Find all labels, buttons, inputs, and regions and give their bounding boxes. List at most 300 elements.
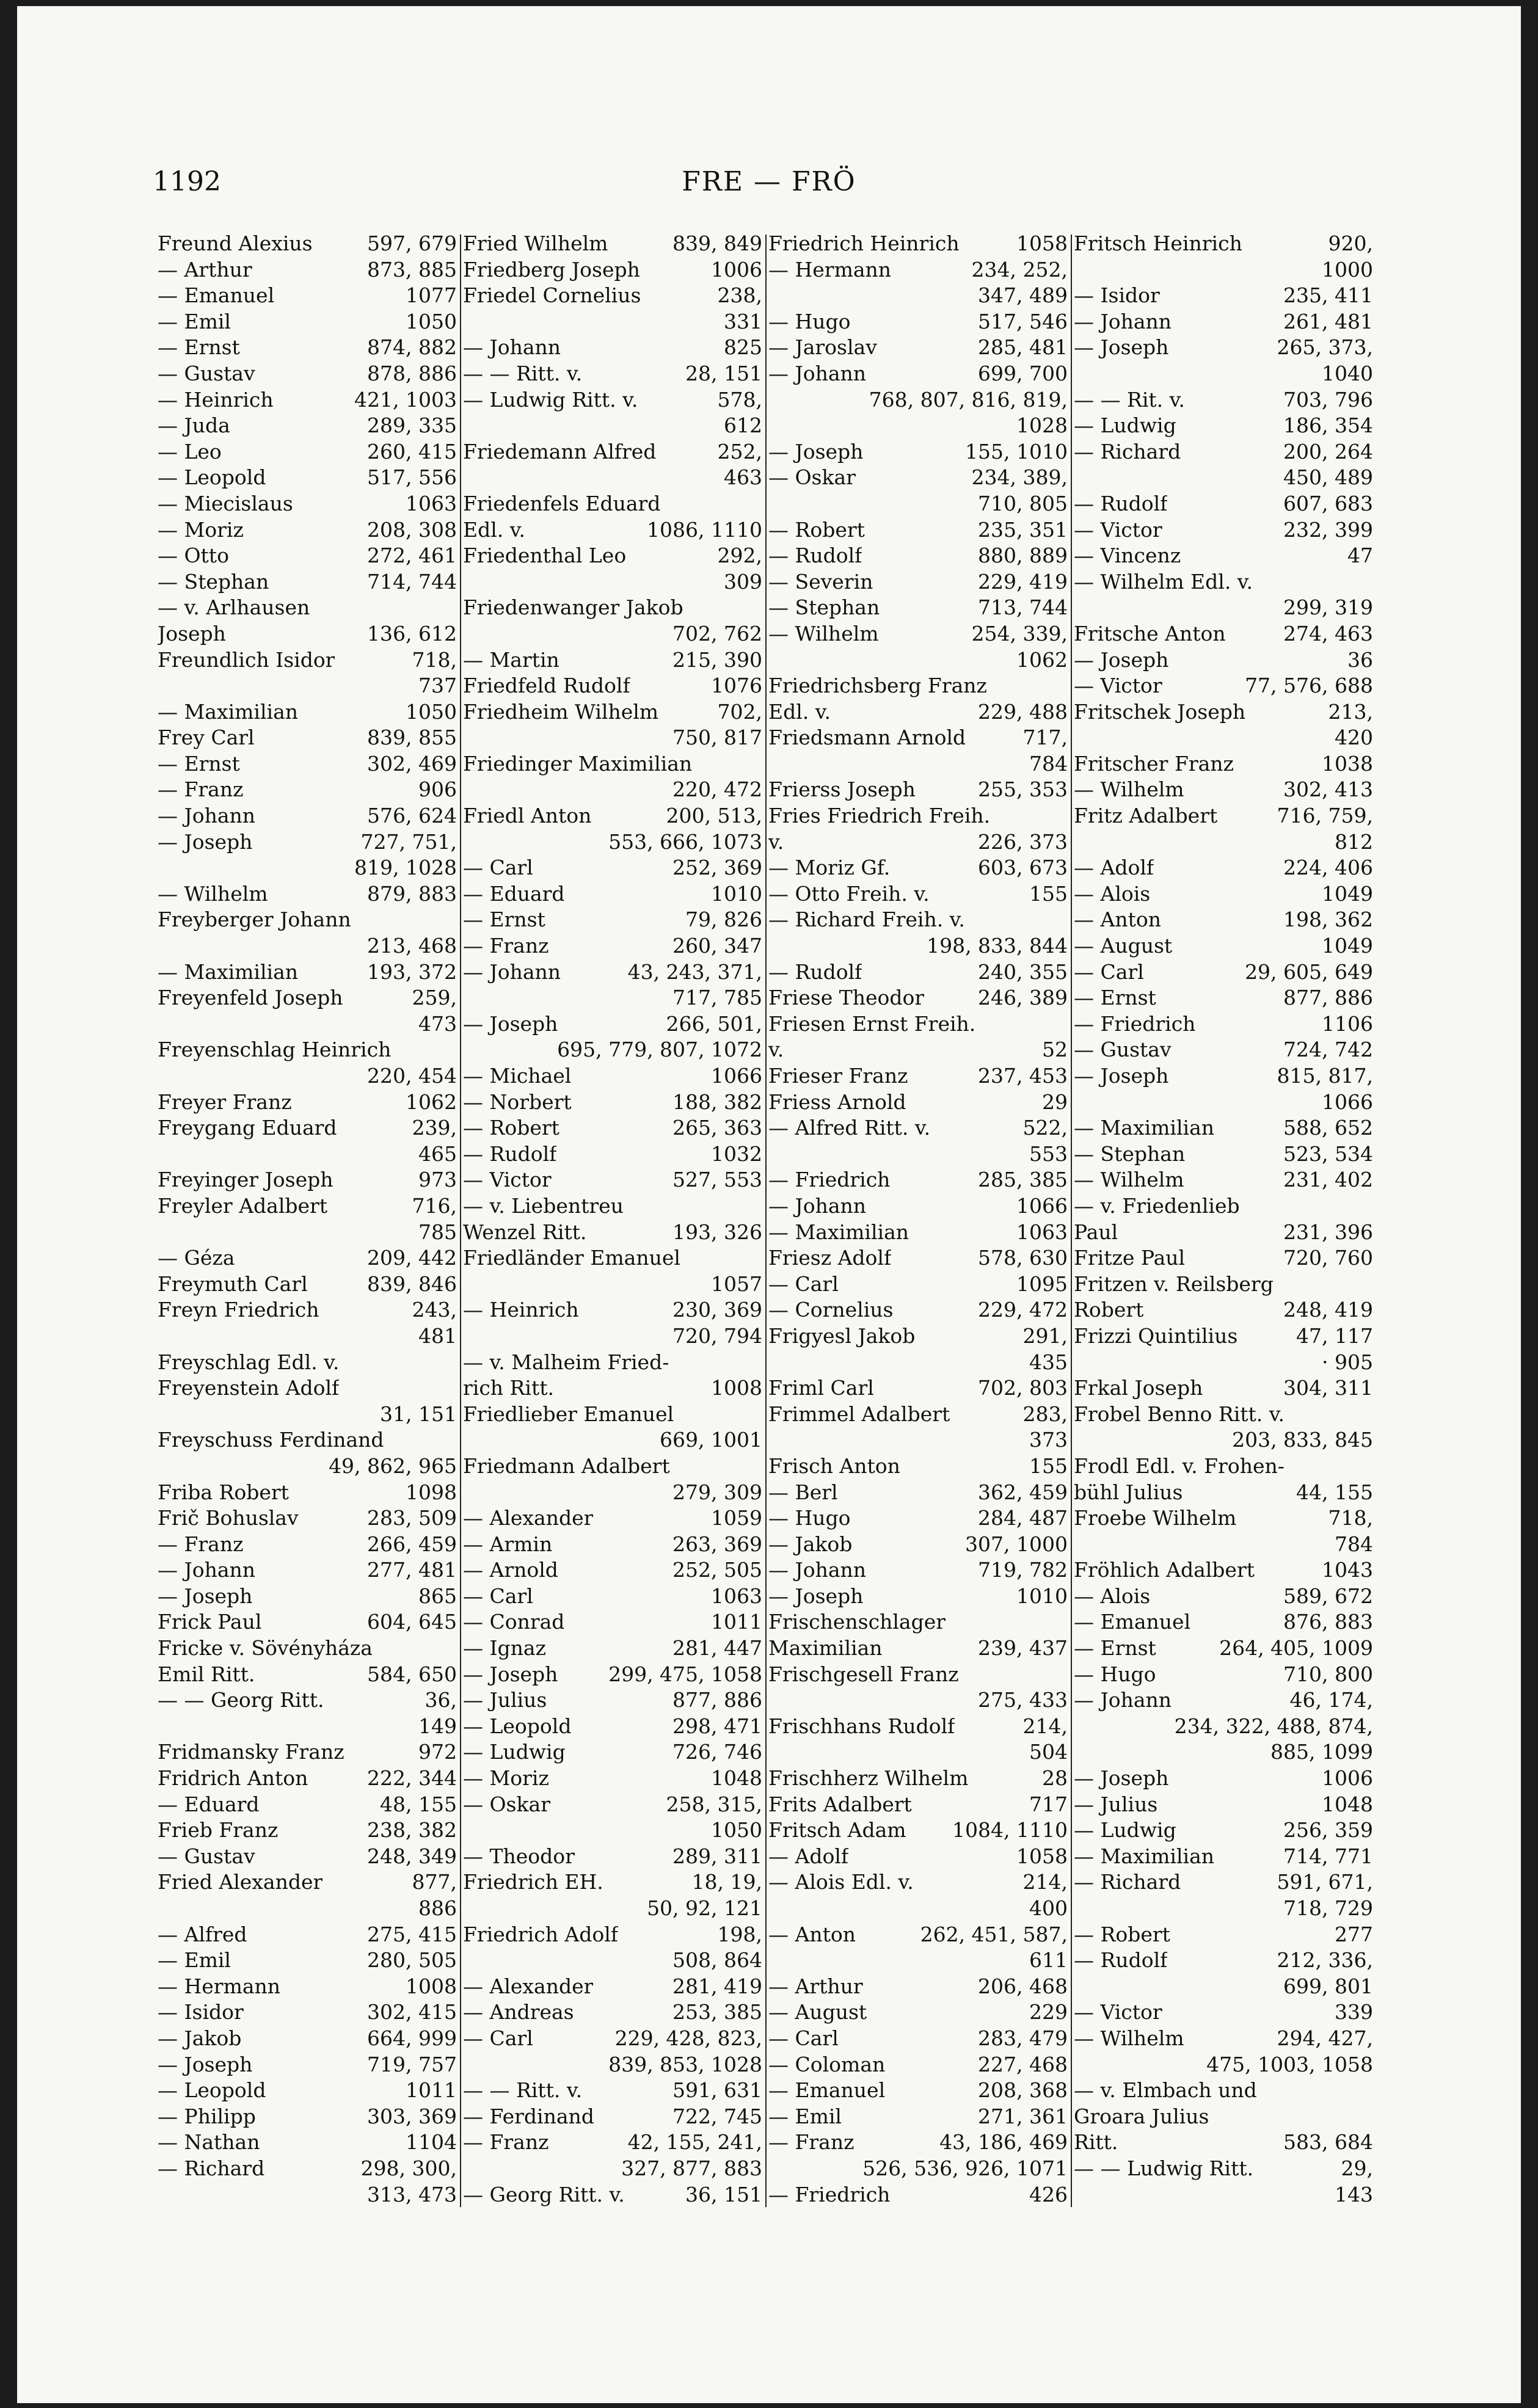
entry-name: — Victor [1074,674,1162,698]
index-entry [1074,2182,1373,2208]
index-entry [463,361,762,387]
index-entry [768,465,1068,491]
entry-name: Friedmann Adalbert [463,1453,670,1478]
index-entry [1074,673,1373,699]
entry-pages: 702, 803 [978,1376,1068,1400]
entry-name: Friesz Adolf [768,1246,892,1270]
entry-pages: 1104 [406,2130,457,2155]
entry-name: Fritsche Anton [1074,621,1226,646]
index-entry [158,413,457,439]
entry-name: — Martin [463,647,559,672]
entry-name: — Victor [1074,517,1162,542]
entry-name: Fritscher Franz [1074,751,1234,776]
entry-pages: 612 [724,413,762,438]
index-entry [1074,803,1373,829]
entry-pages: 720, 794 [672,1323,762,1348]
entry-pages: 208, 368 [978,2078,1068,2103]
index-entry [158,1896,457,1922]
entry-name: — Leopold [158,465,266,490]
entry-pages: 198, 362 [1283,908,1373,932]
index-entry [768,751,1068,777]
entry-name: — Johann [158,804,256,828]
index-entry [463,1948,762,1974]
entry-pages: 281, 447 [672,1636,762,1661]
index-entry [158,647,457,674]
entry-name: — Stephan [768,595,880,620]
index-entry [463,1402,762,1428]
entry-name: — Juda [158,413,230,438]
entry-name: — Heinrich [158,387,274,412]
entry-pages: 331 [724,309,762,333]
entry-name: — Gustav [158,361,255,385]
entry-name: Frischgesell Franz [768,1662,959,1686]
entry-pages: 589, 672 [1283,1584,1373,1608]
entry-name: — Ernst [1074,1636,1156,1661]
index-entry [463,907,762,933]
entry-name: — Joseph [158,2052,253,2076]
index-entry [768,1505,1068,1532]
index-entry [1074,335,1373,361]
index-entry [768,647,1068,674]
entry-name: — Johann [1074,1688,1172,1712]
index-entry [463,829,762,856]
index-entry [463,465,762,491]
index-entry [158,283,457,309]
entry-name: Friedfeld Rudolf [463,674,630,698]
entry-pages: 1077 [406,283,457,308]
index-entry [463,413,762,439]
index-entry [463,1844,762,1870]
entry-pages: 714, 771 [1283,1844,1373,1868]
index-entry [1074,1220,1373,1246]
entry-pages: 717, [1022,726,1068,750]
entry-pages: 420 [1335,726,1373,750]
entry-name: — Moriz Gf. [768,856,891,880]
index-entry [768,933,1068,959]
entry-pages: 229, 428, 823, [614,2026,762,2050]
entry-pages: 28 [1042,1766,1068,1791]
entry-name: Frischenschlager [768,1610,946,1634]
entry-name: — Alfred Ritt. v. [768,1116,931,1140]
entry-name: Frizzi Quintilius [1074,1323,1238,1348]
entry-name: — Rudolf [463,1141,557,1166]
index-entry [158,1453,457,1480]
entry-pages: 44, 155 [1296,1480,1373,1504]
index-entry [768,1271,1068,1298]
entry-name: Freundlich Isidor [158,647,335,672]
index-entry [768,2104,1068,2130]
entry-name: — Vincenz [1074,544,1181,568]
index-entry [463,309,762,335]
entry-pages: 553 [1029,1141,1068,1166]
index-column-1 [158,231,457,2210]
entry-pages: 231, 402 [1283,1168,1373,1192]
index-entry [1074,1532,1373,1558]
index-entry [158,1999,457,2026]
index-entry [1074,1974,1373,2000]
entry-name: Joseph [158,621,226,646]
entry-pages: 261, 481 [1283,309,1373,333]
index-entry [1074,1453,1373,1480]
entry-pages: 255, 353 [978,777,1068,802]
entry-name: Edl. v. [463,517,525,542]
entry-name: — Wilhelm [158,881,268,906]
index-entry [768,361,1068,387]
entry-pages: 302, 415 [367,2000,457,2024]
index-entry [768,1063,1068,1089]
entry-pages: 1058 [1016,231,1068,255]
index-entry [768,621,1068,647]
entry-name: — Alois [1074,1584,1151,1608]
entry-pages: 259, [412,986,457,1010]
entry-pages: 213, 468 [367,934,457,958]
index-entry [463,1141,762,1168]
index-entry [463,1557,762,1584]
entry-name: — Ernst [158,335,240,360]
index-entry [1074,491,1373,517]
index-entry [158,2130,457,2156]
index-entry [1074,2104,1373,2130]
index-entry [768,1739,1068,1766]
index-entry [158,361,457,387]
entry-pages: 702, 762 [672,621,762,646]
entry-pages: 277 [1335,1922,1373,1946]
entry-name: — Ludwig [1074,1818,1176,1842]
index-entry [1074,517,1373,544]
entry-name: — Carl [463,856,533,880]
entry-pages: 607, 683 [1283,491,1373,515]
page-title: FRE — FRÖ [682,166,856,197]
entry-name: Ritt. [1074,2130,1118,2155]
column-divider [765,235,767,2207]
entry-name: — — Ritt. v. [463,2078,583,2103]
entry-pages: 597, 679 [367,231,457,255]
entry-name: — Michael [463,1064,572,1088]
entry-name: — Philipp [158,2104,256,2128]
entry-pages: 435 [1029,1350,1068,1374]
entry-name: — Isidor [1074,283,1160,308]
entry-name: Freyschuss Ferdinand [158,1428,384,1452]
entry-pages: 264, 405, 1009 [1219,1636,1373,1661]
entry-pages: 880, 889 [978,544,1068,568]
entry-name: — Wilhelm [1074,777,1184,802]
entry-name: — Maximilian [158,699,299,724]
index-entry [768,1974,1068,2000]
entry-name: — Oskar [463,1792,550,1816]
entry-pages: 289, 335 [367,413,457,438]
index-entry [1074,1115,1373,1141]
entry-pages: 262, 451, 587, [920,1922,1068,1946]
index-entry [1074,309,1373,335]
index-entry [1074,1037,1373,1063]
entry-pages: 972 [418,1740,457,1764]
index-entry [158,1739,457,1766]
entry-name: — Miecislaus [158,491,293,515]
index-entry [158,439,457,465]
entry-pages: 1066 [1322,1089,1373,1114]
entry-name: — Jakob [158,2026,242,2050]
entry-name: — v. Arlhausen [158,595,310,620]
index-entry [1074,257,1373,283]
entry-name: — — Georg Ritt. [158,1688,324,1712]
entry-name: — Maximilian [768,1220,909,1244]
index-entry [463,2182,762,2208]
index-entry [1074,1297,1373,1323]
entry-name: — Rudolf [1074,1948,1168,1973]
index-entry [768,1687,1068,1714]
entry-pages: 260, 347 [672,934,762,958]
entry-name: rich Ritt. [463,1376,554,1400]
entry-pages: 227, 468 [978,2052,1068,2076]
entry-name: Fried Alexander [158,1870,323,1894]
entry-pages: 873, 885 [367,257,457,282]
index-entry [463,257,762,283]
entry-pages: 1084, 1110 [952,1818,1068,1842]
index-entry [1074,1063,1373,1089]
entry-pages: 839, 849 [672,231,762,255]
entry-pages: 1010 [711,881,762,906]
index-entry [158,959,457,986]
entry-pages: 906 [418,777,457,802]
entry-pages: 588, 652 [1283,1116,1373,1140]
entry-pages: 885, 1099 [1270,1740,1373,1764]
index-entry [1074,647,1373,674]
entry-pages: 235, 411 [1283,283,1373,308]
entry-pages: 504 [1029,1740,1068,1764]
index-entry [768,829,1068,856]
index-entry [768,1714,1068,1740]
index-entry [463,647,762,674]
entry-name: Freyer Franz [158,1089,292,1114]
entry-pages: 309 [724,569,762,594]
index-entry [1074,1869,1373,1896]
entry-pages: 42, 155, 241, [627,2130,762,2155]
entry-pages: 234, 389, [971,465,1068,490]
index-entry [158,1323,457,1350]
entry-name: — Hugo [768,1506,851,1530]
entry-name: — Gustav [158,1844,255,1868]
index-entry [158,1167,457,1193]
entry-name: — Victor [1074,2000,1162,2024]
entry-pages: 155, 1010 [965,439,1068,464]
entry-pages: 289, 311 [672,1844,762,1868]
entry-pages: 283, 509 [367,1506,457,1530]
index-entry [1074,283,1373,309]
entry-name: — Emanuel [158,283,275,308]
entry-name: — Joseph [463,1011,558,1036]
entry-pages: 294, 427, [1277,2026,1373,2050]
index-entry [463,985,762,1011]
entry-name: — Richard Freih. v. [768,908,965,932]
entry-pages: 240, 355 [978,959,1068,984]
entry-pages: 362, 459 [978,1480,1068,1504]
entry-pages: 43, 243, 371, [627,959,762,984]
index-entry [463,1193,762,1220]
entry-name: — Emanuel [1074,1610,1191,1634]
index-entry [768,1532,1068,1558]
entry-pages: 750, 817 [672,726,762,750]
entry-name: Freyinger Joseph [158,1168,333,1192]
entry-pages: 52 [1042,1038,1068,1062]
entry-pages: 553, 666, 1073 [608,829,762,854]
entry-name: Fricke v. Sövényháza [158,1636,373,1661]
entry-name: Friedrich EH. [463,1870,603,1894]
entry-name: Freyenstein Adolf [158,1376,340,1400]
entry-name: — Alexander [463,1974,594,1998]
entry-pages: 726, 746 [672,1740,762,1764]
index-entry [158,1948,457,1974]
entry-pages: 812 [1335,829,1373,854]
entry-pages: 234, 322, 488, 874, [1174,1714,1373,1738]
entry-pages: 136, 612 [367,621,457,646]
entry-pages: 1057 [711,1271,762,1296]
index-entry [1074,1480,1373,1506]
entry-pages: 1050 [711,1818,762,1842]
entry-name: — Richard [1074,1870,1181,1894]
entry-pages: 292, [717,544,762,568]
entry-pages: 839, 846 [367,1271,457,1296]
entry-pages: 46, 174, [1289,1688,1373,1712]
entry-pages: 47 [1347,544,1373,568]
index-entry [1074,1402,1373,1428]
index-entry [158,777,457,803]
index-entry [158,1089,457,1116]
index-entry [158,1687,457,1714]
index-entry [158,1350,457,1376]
entry-name: bühl Julius [1074,1480,1183,1504]
entry-name: Friedländer Emanuel [463,1246,680,1270]
entry-pages: 256, 359 [1283,1818,1373,1842]
index-entry [463,1974,762,2000]
entry-name: — Arthur [158,257,252,282]
index-entry [463,1375,762,1402]
index-entry [463,2156,762,2182]
entry-pages: 591, 671, [1277,1870,1373,1894]
entry-pages: 275, 415 [367,1922,457,1946]
entry-name: — Cornelius [768,1298,894,1322]
entry-name: Maximilian [768,1636,883,1661]
entry-name: Frič Bohuslav [158,1506,299,1530]
index-entry [768,2156,1068,2182]
index-entry [463,231,762,257]
index-entry [463,1635,762,1662]
entry-name: Fried Wilhelm [463,231,608,255]
index-column-4 [1074,231,1373,2210]
index-entry [463,595,762,621]
index-entry [158,1974,457,2000]
index-entry [158,1714,457,1740]
entry-name: — — Ludwig Ritt. [1074,2156,1254,2180]
entry-name: — Joseph [768,439,864,464]
entry-name: — Emil [768,2104,842,2128]
entry-name: — Arthur [768,1974,863,1998]
entry-name: Freyler Adalbert [158,1193,328,1218]
entry-name: — Hugo [1074,1662,1156,1686]
entry-pages: 1006 [711,257,762,282]
entry-name: Friedinger Maximilian [463,751,693,776]
index-entry [463,1687,762,1714]
entry-pages: 238, 382 [367,1818,457,1842]
entry-name: — Johann [1074,309,1172,333]
entry-pages: 604, 645 [367,1610,457,1634]
entry-name: — Emanuel [768,2078,886,2103]
index-entry [463,283,762,309]
index-entry [463,491,762,517]
entry-name: Friesen Ernst Freih. [768,1011,976,1036]
entry-pages: 36 [1347,647,1373,672]
entry-pages: 229 [1029,2000,1068,2024]
index-entry [158,1922,457,1948]
entry-pages: 699, 700 [978,361,1068,385]
entry-pages: 1063 [1016,1220,1068,1244]
entry-name: Edl. v. [768,699,831,724]
entry-name: — Joseph [1074,1064,1169,1088]
index-entry [158,621,457,647]
entry-pages: 724, 742 [1283,1038,1373,1062]
entry-name: Friedrich Adolf [463,1922,619,1946]
entry-name: — Georg Ritt. v. [463,2182,625,2206]
entry-pages: 212, 336, [1277,1948,1373,1973]
index-entry [158,465,457,491]
index-entry [1074,2156,1373,2182]
entry-name: — v. Liebentreu [463,1193,624,1218]
index-entry [158,907,457,933]
index-entry [768,1089,1068,1116]
entry-pages: 231, 396 [1283,1220,1373,1244]
index-entry [158,829,457,856]
entry-pages: 18, 19, [691,1870,762,1894]
index-entry [768,335,1068,361]
entry-name: Frischherz Wilhelm [768,1766,969,1791]
entry-name: — Ludwig [1074,413,1176,438]
index-entry [768,1453,1068,1480]
entry-name: — Joseph [1074,1766,1169,1791]
entry-name: — Jaroslav [768,335,877,360]
entry-pages: 31, 151 [380,1402,457,1426]
entry-pages: 47, 117 [1296,1323,1373,1348]
entry-name: Frobel Benno Ritt. v. [1074,1402,1285,1426]
entry-pages: 1066 [711,1064,762,1088]
entry-name: — Géza [158,1246,235,1270]
entry-pages: 1049 [1322,881,1373,906]
entry-pages: 768, 807, 816, 819, [869,387,1068,412]
index-entry [463,1115,762,1141]
entry-pages: 272, 461 [367,544,457,568]
entry-name: Fritsch Heinrich [1074,231,1242,255]
entry-pages: 226, 373 [978,829,1068,854]
entry-name: — Anton [768,1922,856,1946]
entry-pages: 727, 751, [360,829,457,854]
entry-name: — Moriz [158,517,244,542]
entry-name: — Theodor [463,1844,575,1868]
entry-pages: 230, 369 [672,1298,762,1322]
entry-pages: 198, [717,1922,762,1946]
entry-pages: 1008 [711,1376,762,1400]
entry-pages: 920, [1328,231,1373,255]
entry-name: — Friedrich [768,1168,891,1192]
index-entry [158,881,457,908]
entry-name: — Ludwig [463,1740,566,1764]
entry-name: — Maximilian [158,959,299,984]
entry-pages: 29 [1042,1089,1068,1114]
entry-name: — Carl [463,2026,533,2050]
index-entry [1074,2052,1373,2078]
index-entry [1074,1922,1373,1948]
index-entry [158,2026,457,2052]
index-entry [1074,1245,1373,1271]
entry-name: Friedheim Wilhelm [463,699,659,724]
entry-pages: 720, 760 [1283,1246,1373,1270]
